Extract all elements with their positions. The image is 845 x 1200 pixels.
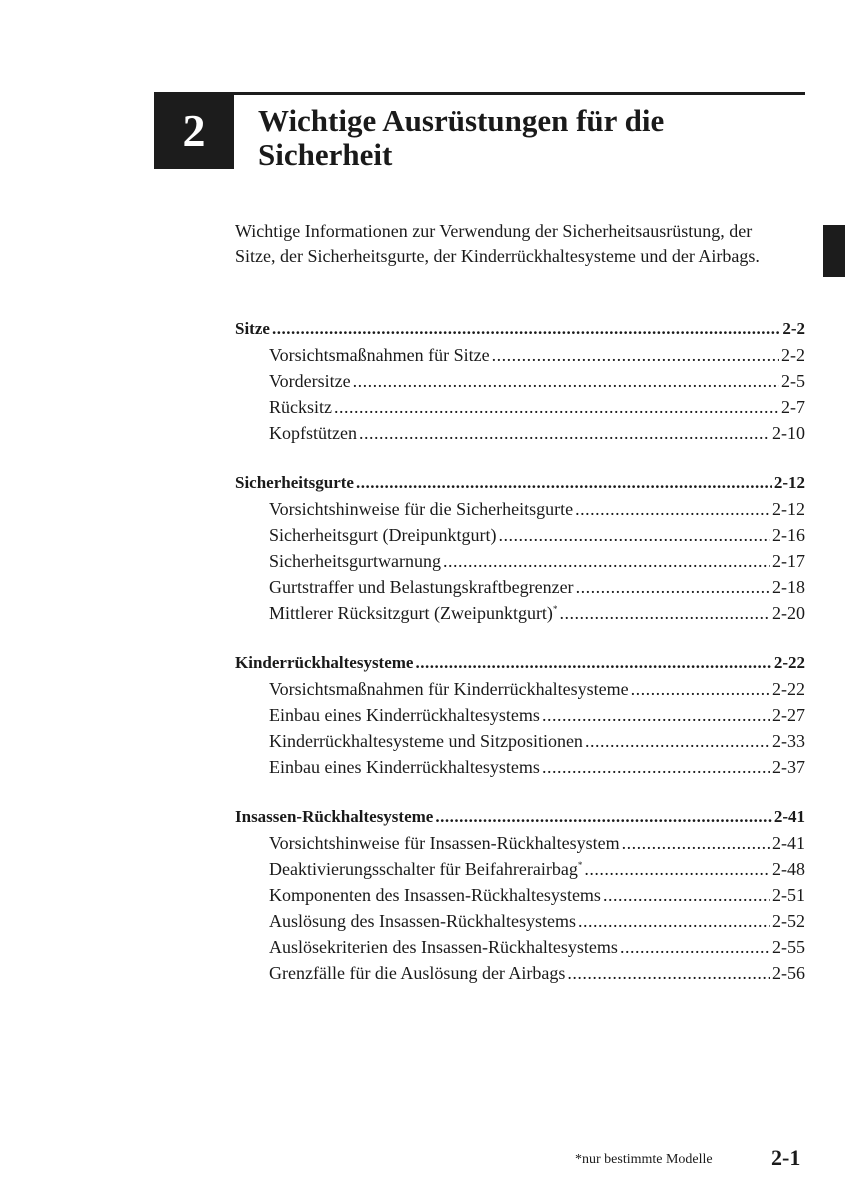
toc-entry-title <box>269 911 576 932</box>
toc-page-ref: 2-20 <box>772 603 805 623</box>
toc-entry-title <box>269 705 540 726</box>
chapter-side-tab <box>823 225 845 277</box>
dot-leader <box>498 525 770 546</box>
toc-entry-title <box>269 423 357 444</box>
toc-entry-title <box>235 653 413 673</box>
toc-page-ref: 2-48 <box>772 859 805 879</box>
toc-entry[interactable] <box>235 885 805 911</box>
toc-entry-title <box>269 833 620 854</box>
toc-page-ref: 2-10 <box>772 423 805 443</box>
toc-entry[interactable] <box>235 833 805 859</box>
chapter-title: Wichtige Ausrüstungen für die Sicherheit <box>258 103 665 172</box>
toc-section-heading[interactable] <box>235 319 805 345</box>
toc-entry[interactable] <box>235 577 805 603</box>
dot-leader <box>356 473 772 493</box>
toc-page-ref: 2-51 <box>772 885 805 905</box>
toc-entry-title-text: Sicherheitsgurtwarnung <box>269 551 441 571</box>
toc-entry-title <box>269 577 574 598</box>
toc-entry-title-text: Komponenten des Insassen-Rückhaltesystems <box>269 885 601 905</box>
dot-leader <box>575 499 770 520</box>
toc-page-ref: 2-22 <box>773 653 805 672</box>
toc-entry-title-text: Vordersitze <box>269 371 351 391</box>
toc-entry-title <box>269 963 565 984</box>
toc-entry-title <box>269 397 332 418</box>
toc-section <box>235 473 805 629</box>
toc-entry[interactable] <box>235 551 805 577</box>
toc-entry[interactable] <box>235 499 805 525</box>
toc-entry-title-text: Vorsichtsmaßnahmen für Kinderrückhaltesysteme <box>269 679 629 699</box>
toc-entry-title <box>235 473 354 493</box>
toc-page-ref: 2-41 <box>772 833 805 853</box>
toc-page-ref: 2-7 <box>781 397 805 417</box>
dot-leader <box>435 807 771 827</box>
toc-entry-title <box>269 525 496 546</box>
toc-entry-title-text: Einbau eines Kinderrückhaltesystems <box>269 757 540 777</box>
toc-entry[interactable] <box>235 603 805 629</box>
toc-entry[interactable] <box>235 731 805 757</box>
toc-entry-title <box>269 551 441 572</box>
toc-entry[interactable] <box>235 859 805 885</box>
toc-page-ref: 2-27 <box>772 705 805 725</box>
toc-entry-title <box>269 679 629 700</box>
dot-leader <box>353 371 779 392</box>
toc-entry[interactable] <box>235 911 805 937</box>
toc-page-ref: 2-2 <box>781 345 805 365</box>
toc-entry-title <box>269 345 490 366</box>
toc-page-ref: 2-41 <box>773 807 805 826</box>
dot-leader <box>443 551 770 572</box>
toc-entry[interactable] <box>235 679 805 705</box>
toc-page-ref: 2-17 <box>772 551 805 571</box>
toc-entry-title-text: Mittlerer Rücksitzgurt (Zweipunktgurt) <box>269 603 553 623</box>
toc-page-ref: 2-12 <box>773 473 805 492</box>
dot-leader <box>585 731 770 752</box>
toc-entry[interactable] <box>235 963 805 989</box>
toc-entry-title-text: Gurtstraffer und Belastungskraftbegrenzer <box>269 577 574 597</box>
dot-leader <box>620 937 770 958</box>
toc-section <box>235 319 805 449</box>
toc-entry[interactable] <box>235 525 805 551</box>
page-number: 2-1 <box>771 1145 801 1170</box>
toc-page-ref: 2-16 <box>772 525 805 545</box>
footnote-marker: * <box>577 860 583 870</box>
toc-entry-title <box>269 499 573 520</box>
toc-entry-title <box>269 757 540 778</box>
toc-entry-title <box>269 937 618 958</box>
dot-leader <box>492 345 779 366</box>
toc-section-heading[interactable] <box>235 653 805 679</box>
toc-entry[interactable] <box>235 937 805 963</box>
toc-page-ref: 2-52 <box>772 911 805 931</box>
toc-entry-title-text: Deaktivierungsschalter für Beifahrerairbag <box>269 859 578 879</box>
toc-entry[interactable] <box>235 423 805 449</box>
toc-entry-title-text: Auslösekriterien des Insassen-Rückhaltesystems <box>269 937 618 957</box>
toc-page-ref: 2-22 <box>772 679 805 699</box>
toc-entry-title-text: Rücksitz <box>269 397 332 417</box>
toc-section-heading[interactable] <box>235 807 805 833</box>
toc-page-ref: 2-2 <box>782 319 805 338</box>
dot-leader <box>576 577 770 598</box>
toc-page-ref: 2-37 <box>772 757 805 777</box>
dot-leader <box>272 319 780 339</box>
toc-entry-title-text: Einbau eines Kinderrückhaltesystems <box>269 705 540 725</box>
toc-entry-title-text: Kinderrückhaltesysteme <box>235 653 414 672</box>
chapter-number-box <box>154 92 234 169</box>
toc-entry-title <box>269 731 583 752</box>
toc-entry-title-text: Vorsichtshinweise für Insassen-Rückhaltesystem <box>269 833 620 853</box>
toc-section <box>235 807 805 989</box>
toc-entry-title-text: Sitze <box>235 319 270 338</box>
toc-entry-title <box>235 319 270 339</box>
toc-entry[interactable] <box>235 345 805 371</box>
toc-section <box>235 653 805 783</box>
toc-entry-title-text: Vorsichtsmaßnahmen für Sitze <box>269 345 490 365</box>
toc-entry[interactable] <box>235 397 805 423</box>
footnote-marker: * <box>552 604 558 614</box>
toc-entry-title-text: Sicherheitsgurt (Dreipunktgurt) <box>269 525 497 545</box>
toc-entry-title-text: Insassen-Rückhaltesysteme <box>235 807 434 826</box>
dot-leader <box>559 603 770 624</box>
dot-leader <box>584 859 770 880</box>
dot-leader <box>603 885 770 906</box>
toc-entry-title-text: Grenzfälle für die Auslösung der Airbags <box>269 963 566 983</box>
toc-entry-title-text: Vorsichtshinweise für die Sicherheitsgurte <box>269 499 574 519</box>
toc-entry-title <box>269 859 582 880</box>
dot-leader <box>542 705 770 726</box>
dot-leader <box>631 679 770 700</box>
toc-entry-title <box>269 885 601 906</box>
toc-section-heading[interactable] <box>235 473 805 499</box>
footnote: *nur bestimmte Modelle <box>575 1152 713 1167</box>
dot-leader <box>334 397 779 418</box>
toc-page-ref: 2-18 <box>772 577 805 597</box>
toc-entry[interactable] <box>235 705 805 731</box>
toc-entry-title <box>235 807 433 827</box>
toc-entry[interactable] <box>235 371 805 397</box>
dot-leader <box>622 833 770 854</box>
toc-page-ref: 2-5 <box>781 371 805 391</box>
chapter-intro: Wichtige Informationen zur Verwendung der Sicherheitsausrüstung, der Sitze, der Sicherheitsgurte, der Kinderrückhaltesysteme und der Airbags. <box>235 221 760 266</box>
chapter-title-rule <box>234 92 805 95</box>
table-of-contents <box>235 319 805 1013</box>
toc-entry-title-text: Sicherheitsgurte <box>235 473 354 492</box>
toc-entry-title-text: Kinderrückhaltesysteme und Sitzpositionen <box>269 731 583 751</box>
toc-page-ref: 2-55 <box>772 937 805 957</box>
toc-page-ref: 2-33 <box>772 731 805 751</box>
toc-page-ref: 2-56 <box>772 963 805 983</box>
toc-entry-title-text: Kopfstützen <box>269 423 357 443</box>
dot-leader <box>578 911 770 932</box>
dot-leader <box>567 963 770 984</box>
chapter-number: 2 <box>182 105 206 156</box>
dot-leader <box>542 757 770 778</box>
toc-entry-title <box>269 603 557 624</box>
dot-leader <box>415 653 771 673</box>
toc-page-ref: 2-12 <box>772 499 805 519</box>
dot-leader <box>359 423 770 444</box>
toc-entry[interactable] <box>235 757 805 783</box>
toc-entry-title-text: Auslösung des Insassen-Rückhaltesystems <box>269 911 576 931</box>
toc-entry-title <box>269 371 351 392</box>
